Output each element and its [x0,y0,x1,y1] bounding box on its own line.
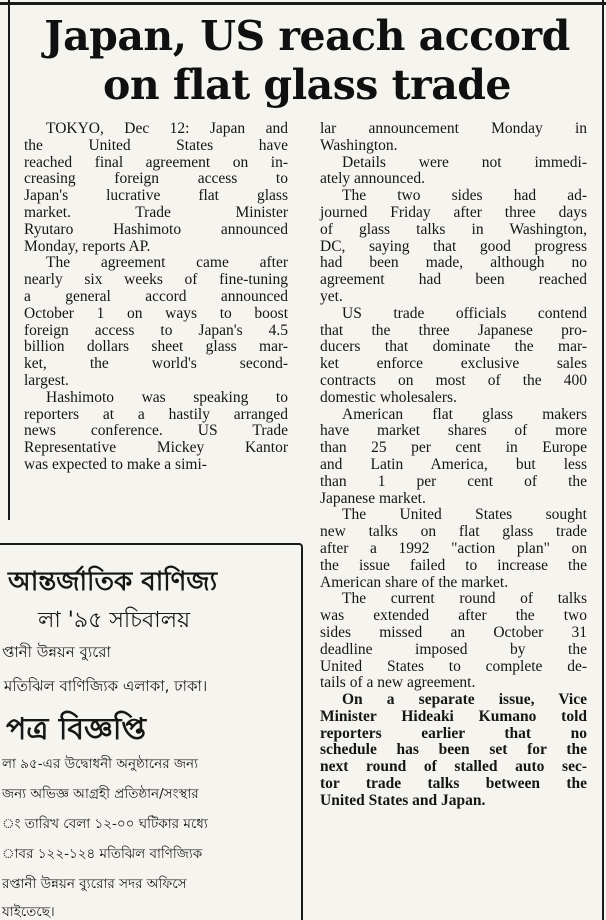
article-line: lar announcement Monday in [320,120,587,137]
article-line: agreement had been reached [320,271,587,289]
article-line: and Latin America, but less [320,455,587,473]
article-line: the issue failed to increase the [320,556,587,574]
article-line: The current round of talks [342,590,587,608]
article-line: reached final agreement on in- [24,153,288,171]
article-line: news conference. US Trade [24,422,288,440]
article-line: tails of a new agreement. [320,674,476,692]
article-line: sides missed an October 31 [320,623,587,641]
article-line: nearly six weeks of fine-tuning [24,271,288,289]
ad-notice-title: পত্র বিজ্ঞপ্তি [6,712,147,747]
headline [10,12,604,110]
article-line: domestic wholesalers. [320,388,457,406]
article-line: American share of the market. [320,573,509,591]
article-paragraph [320,188,587,306]
article-paragraph [320,407,587,508]
ad-body-line: াবর ১২২-১২৪ মতিঝিল বাণিজ্যিক [2,846,203,862]
article-paragraph [320,507,587,591]
article-line: journed Friday after three days [320,203,587,221]
article-line: next round of stalled auto sec- [320,758,587,776]
article-line: contracts on most of the 400 [320,371,587,389]
article-line: TOKYO, Dec 12: Japan and [46,120,288,137]
article-line: DC, saying that good progress [320,237,587,255]
article-line: Japanese market. [320,489,426,507]
ad-body-line: ং তারিখ বেলা ১২-০০ ঘটিকার মধ্যে [2,816,208,832]
article-line: Details were not immedi- [342,153,587,171]
ad-address: মতিঝিল বাণিজ্যিক এলাকা, ঢাকা। [4,677,208,695]
article-line: largest. [24,371,69,389]
article-line: the United States have [24,136,288,154]
article-paragraph [320,155,587,189]
article-line: The United States sought [342,506,587,524]
article-line: American flat glass makers [342,405,587,423]
article-line: Ryutaro Hashimoto announced [24,220,288,238]
article-paragraph [24,121,288,255]
article-line: creasing foreign access to [24,170,288,188]
article-line: had been made, although no [320,254,587,272]
article-line: that the three Japanese pro- [320,321,587,339]
ad-body-line: রপ্তানী উন্নয়ন ব্যুরোর সদর অফিসে [2,876,187,892]
article-line: than 25 per cent in Europe [320,439,587,457]
article-line: new talks on flat glass trade [320,523,587,541]
article-line: of glass talks in Washington, [320,220,587,238]
article-line: a general accord announced [24,287,288,305]
article-paragraph [320,121,587,155]
article-line: Representative Mickey Kantor [24,439,288,457]
article-line: On a separate issue, Vice [342,691,587,709]
top-rule [0,2,606,5]
headline-line: on flat glass trade [102,61,512,109]
article-column-2 [320,121,587,810]
article-line: United States to complete de- [320,657,587,675]
article-paragraph [24,255,288,389]
article-line: Minister Hideaki Kumano told [320,707,587,725]
article-line: Monday, reports AP. [24,237,151,255]
article-line: reporters at a hastily arranged [24,405,288,423]
article-column-1 [24,121,288,474]
ad-heading: আন্তর্জাতিক বাণিজ্য [8,567,218,597]
article-line: foreign access to Japan's 4.5 [24,321,288,339]
article-line: Washington. [320,136,398,154]
article-line: billion dollars sheet glass mar- [24,338,288,356]
right-column-rule [602,0,604,920]
article-line: yet. [320,287,343,305]
article-line: ately announced. [320,170,426,188]
headline-line: Japan, US reach accord [44,12,570,60]
ad-organization: প্তানী উন্নয়ন ব্যুরো [2,643,111,661]
article-line: Japan's lucrative flat glass [24,187,288,205]
article-line: The two sides had ad- [342,187,587,205]
article-paragraph [24,390,288,474]
bengali-advertisement-box [0,543,303,920]
article-line: than 1 per cent of the [320,472,587,490]
article-line: October 1 on ways to boost [24,304,288,322]
article-line: The agreement came after [46,254,288,272]
ad-body-line: লা ৯৫-এর উদ্বোধনী অনুষ্ঠানের জন্য [2,756,199,772]
article-line: schedule has been set for the [320,741,587,759]
article-line: have market shares of more [320,422,587,440]
article-line: was extended after the two [320,607,587,625]
article-line: reporters earlier that no [320,724,587,742]
article-line: deadline imposed by the [320,640,587,658]
article-line: ket enforce exclusive sales [320,355,587,373]
article-line: tor trade talks between the [320,775,587,793]
article-line: was expected to make a simi- [24,455,207,473]
article-line: ducers that dominate the mar- [320,338,587,356]
article-line: United States and Japan. [320,791,486,809]
article-paragraph [320,306,587,407]
ad-body-line: জন্য অভিজ্ঞ আগ্রহী প্রতিষ্ঠান/সংস্থার [2,786,199,802]
article-line: market. Trade Minister [24,203,288,221]
article-line: Hashimoto was speaking to [46,388,288,406]
ad-subheading: লা '৯৫ সচিবালয় [38,608,191,633]
article-line: US trade officials contend [342,304,587,322]
article-line: ket, the world's second- [24,355,288,373]
article-line: after a 1992 "action plan" on [320,539,587,557]
ad-body-line: যাইতেছে। [2,904,55,920]
article-paragraph [320,591,587,692]
article-paragraph [320,692,587,810]
